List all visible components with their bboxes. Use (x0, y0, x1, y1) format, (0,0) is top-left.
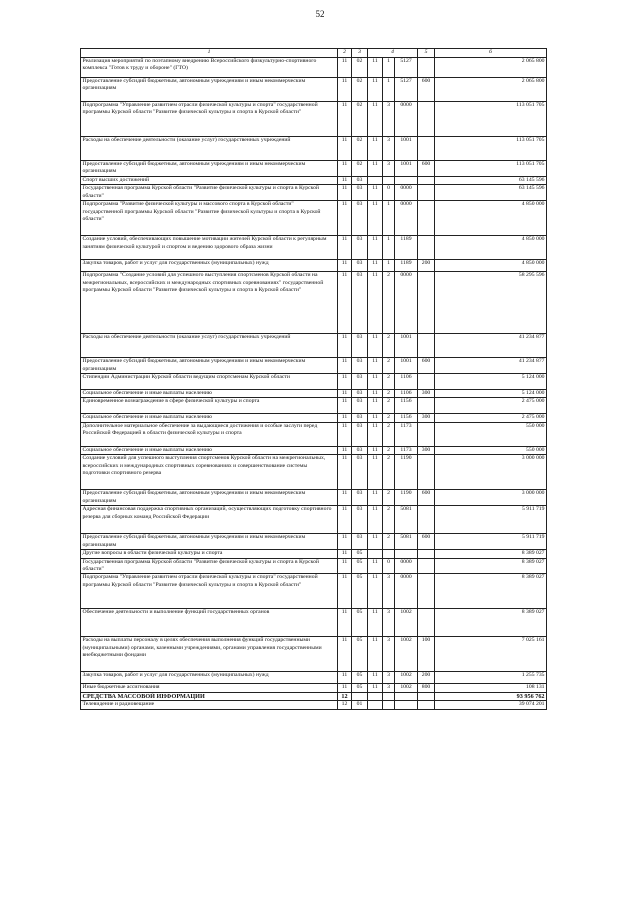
row-amount: 41 234 877 (435, 358, 547, 374)
row-subsection: 03 (352, 176, 368, 184)
row-section: 11 (338, 374, 352, 390)
row-subsection: 01 (352, 701, 368, 709)
row-expense-type (418, 422, 435, 446)
row-amount: 113 051 705 (435, 137, 547, 161)
row-expense-type (418, 558, 435, 574)
row-section: 12 (338, 701, 352, 709)
row-section: 11 (338, 58, 352, 78)
row-subprogram: 3 (383, 102, 395, 137)
row-program: 11 (368, 422, 383, 446)
row-expense-type (418, 398, 435, 414)
row-expense-type (418, 236, 435, 260)
row-expense-type: 600 (418, 490, 435, 506)
row-subprogram: 3 (383, 161, 395, 177)
row-amount: 7 025 161 (435, 637, 547, 672)
row-subprogram: 2 (383, 422, 395, 446)
row-description: Адресная финансовая поддержка спортивных организаций, осуществляющих подготовку спортивного резерва для сборных команд Российской Федерации (81, 506, 338, 534)
row-expense-type: 200 (418, 260, 435, 272)
table-row (81, 137, 547, 161)
row-subprogram: 1 (383, 78, 395, 102)
row-subsection: 03 (352, 446, 368, 454)
table-row (81, 534, 547, 550)
row-program: 11 (368, 78, 383, 102)
row-program: 11 (368, 201, 383, 236)
row-subprogram: 1 (383, 58, 395, 78)
row-description: Стипендии Администрации Курской области ведущим спортсменам Курской области (81, 374, 338, 390)
row-description: Расходы на обеспечение деятельности (оказание услуг) государственных учреждений (81, 334, 338, 358)
row-description: Социальное обеспечение и иные выплаты населению (81, 390, 338, 398)
row-subsection: 03 (352, 398, 368, 414)
row-program (368, 550, 383, 558)
row-item-code: 1001 (395, 358, 418, 374)
row-description: Социальное обеспечение и иные выплаты населению (81, 414, 338, 422)
row-description: Расходы на обеспечение деятельности (оказание услуг) государственных учреждений (81, 137, 338, 161)
row-subprogram: 1 (383, 236, 395, 260)
table-row (81, 260, 547, 272)
row-description: Реализация мероприятий по поэтапному внедрению Всероссийского физкультурно-спортивного комплекса "Готов к труду и обороне" (ГТО) (81, 58, 338, 78)
row-subprogram: 2 (383, 390, 395, 398)
table-row (81, 161, 547, 177)
row-subsection: 02 (352, 78, 368, 102)
row-subsection: 03 (352, 260, 368, 272)
row-section: 11 (338, 102, 352, 137)
table-row (81, 414, 547, 422)
row-program: 11 (368, 637, 383, 672)
table-row (81, 390, 547, 398)
row-subprogram: 3 (383, 574, 395, 609)
row-amount: 63 145 596 (435, 176, 547, 184)
row-subsection: 03 (352, 534, 368, 550)
page-number: 52 (315, 9, 325, 19)
row-description: Телевидение и радиовещание (81, 701, 338, 709)
row-subprogram: 3 (383, 672, 395, 684)
row-subsection: 05 (352, 637, 368, 672)
row-expense-type (418, 185, 435, 201)
row-expense-type (418, 506, 435, 534)
row-program: 11 (368, 455, 383, 490)
row-subprogram: 2 (383, 490, 395, 506)
row-amount: 63 145 596 (435, 185, 547, 201)
row-item-code: 1189 (395, 236, 418, 260)
row-section: 11 (338, 550, 352, 558)
table-row (81, 185, 547, 201)
row-amount: 3 000 000 (435, 490, 547, 506)
row-section: 12 (338, 692, 352, 700)
row-expense-type (418, 201, 435, 236)
row-program: 11 (368, 390, 383, 398)
row-expense-type: 200 (418, 672, 435, 684)
row-item-code (395, 692, 418, 700)
row-subprogram: 2 (383, 374, 395, 390)
row-amount: 113 051 705 (435, 161, 547, 177)
row-expense-type (418, 701, 435, 709)
row-subsection: 02 (352, 137, 368, 161)
row-section: 11 (338, 684, 352, 692)
table-row (81, 272, 547, 334)
row-program: 11 (368, 609, 383, 637)
row-description: Расходы на выплаты персоналу в целях обеспечения выполнения функций государственными (муниципальными) органами, казенными учреждениями, органами управления государственными внебюджетными фондами (81, 637, 338, 672)
row-description: Предоставление субсидий бюджетным, автономным учреждениям и иным некоммерческим организациям (81, 78, 338, 102)
row-subsection: 03 (352, 272, 368, 334)
table-row (81, 334, 547, 358)
row-subsection: 03 (352, 201, 368, 236)
row-description: Закупка товаров, работ и услуг для государственных (муниципальных) нужд (81, 260, 338, 272)
row-item-code: 0000 (395, 185, 418, 201)
row-amount: 2 475 000 (435, 414, 547, 422)
row-amount: 4 850 000 (435, 236, 547, 260)
row-item-code: 1002 (395, 684, 418, 692)
row-section: 11 (338, 637, 352, 672)
row-description: Единовременное вознаграждение в сфере физической культуры и спорта (81, 398, 338, 414)
row-amount: 8 389 027 (435, 609, 547, 637)
row-subprogram: 2 (383, 534, 395, 550)
row-amount: 3 000 000 (435, 455, 547, 490)
row-section: 11 (338, 609, 352, 637)
row-description: Предоставление субсидий бюджетным, автономным учреждениям и иным некоммерческим организациям (81, 161, 338, 177)
row-section: 11 (338, 272, 352, 334)
row-section: 11 (338, 422, 352, 446)
row-amount: 113 051 705 (435, 102, 547, 137)
row-subprogram: 0 (383, 185, 395, 201)
row-section: 11 (338, 358, 352, 374)
row-description: Создание условий, обеспечивающих повышение мотивации жителей Курской области к регулярным занятиям физической культурой и спортом и ведению здорового образа жизни (81, 236, 338, 260)
row-subsection: 05 (352, 550, 368, 558)
row-amount: 550 000 (435, 446, 547, 454)
row-subprogram: 2 (383, 358, 395, 374)
table-row (81, 455, 547, 490)
row-item-code: 1190 (395, 455, 418, 490)
row-description: Социальное обеспечение и иные выплаты населению (81, 446, 338, 454)
row-program (368, 692, 383, 700)
row-expense-type (418, 102, 435, 137)
row-amount: 1 255 735 (435, 672, 547, 684)
col-header: 5 (418, 49, 435, 58)
row-program: 11 (368, 260, 383, 272)
row-subsection: 03 (352, 185, 368, 201)
row-subprogram: 2 (383, 446, 395, 454)
row-section: 11 (338, 390, 352, 398)
row-section: 11 (338, 414, 352, 422)
row-program: 11 (368, 358, 383, 374)
row-item-code: 1001 (395, 161, 418, 177)
row-program: 11 (368, 161, 383, 177)
table-row (81, 506, 547, 534)
row-expense-type (418, 692, 435, 700)
row-subsection: 03 (352, 455, 368, 490)
row-item-code: 1173 (395, 422, 418, 446)
row-description: Государственная программа Курской области "Развитие физической культуры и спорта в Курской области" (81, 558, 338, 574)
row-description: Подпрограмма "Управление развитием отрасли физической культуры и спорта" государственной программы Курской области "Развитие физической культуры и спорта в Курской области" (81, 102, 338, 137)
row-amount: 93 956 762 (435, 692, 547, 700)
row-subprogram: 2 (383, 398, 395, 414)
row-expense-type: 600 (418, 534, 435, 550)
row-item-code: 5127 (395, 58, 418, 78)
row-section: 11 (338, 201, 352, 236)
row-subsection: 02 (352, 161, 368, 177)
table-row (81, 701, 547, 709)
row-amount: 58 295 596 (435, 272, 547, 334)
row-subsection: 02 (352, 102, 368, 137)
table-row (81, 78, 547, 102)
col-header: 4 (368, 49, 418, 58)
row-expense-type (418, 574, 435, 609)
row-amount: 8 389 027 (435, 558, 547, 574)
row-subprogram: 3 (383, 637, 395, 672)
row-subprogram: 3 (383, 137, 395, 161)
row-amount: 5 911 719 (435, 534, 547, 550)
table-row (81, 374, 547, 390)
row-item-code: 1002 (395, 609, 418, 637)
row-item-code: 1190 (395, 490, 418, 506)
row-expense-type (418, 374, 435, 390)
row-expense-type (418, 272, 435, 334)
row-section: 11 (338, 574, 352, 609)
table-row (81, 422, 547, 446)
row-subsection: 03 (352, 506, 368, 534)
row-subsection: 03 (352, 414, 368, 422)
table-row (81, 558, 547, 574)
row-item-code: 0000 (395, 102, 418, 137)
row-program: 11 (368, 446, 383, 454)
row-program: 11 (368, 236, 383, 260)
row-expense-type: 600 (418, 161, 435, 177)
row-expense-type: 100 (418, 637, 435, 672)
row-subprogram: 3 (383, 609, 395, 637)
row-item-code: 5081 (395, 534, 418, 550)
header-row (81, 49, 547, 58)
row-item-code: 1156 (395, 414, 418, 422)
row-description: Создание условий для успешного выступления спортсменов Курской области на межрегиональных, всероссийских и международных спортивных соревнованиях и совершенствование системы подготовки спортивного резерва (81, 455, 338, 490)
row-description: Обеспечение деятельности и выполнение функций государственных органов (81, 609, 338, 637)
row-subsection: 03 (352, 422, 368, 446)
row-subprogram (383, 176, 395, 184)
row-subsection: 05 (352, 609, 368, 637)
row-amount: 108 131 (435, 684, 547, 692)
row-description: Подпрограмма "Управление развитием отрасли физической культуры и спорта" государственной программы Курской области "Развитие физической культуры и спорта в Курской области" (81, 574, 338, 609)
row-amount: 2 065 800 (435, 58, 547, 78)
row-section: 11 (338, 334, 352, 358)
row-section: 11 (338, 176, 352, 184)
row-section: 11 (338, 455, 352, 490)
row-program (368, 176, 383, 184)
row-program (368, 701, 383, 709)
row-amount: 2 475 000 (435, 398, 547, 414)
row-amount: 8 389 027 (435, 550, 547, 558)
row-subsection: 05 (352, 574, 368, 609)
row-program: 11 (368, 102, 383, 137)
row-amount: 5 124 000 (435, 390, 547, 398)
row-description: Иные бюджетные ассигнования (81, 684, 338, 692)
row-subprogram: 2 (383, 506, 395, 534)
row-amount: 39 074 201 (435, 701, 547, 709)
row-subprogram: 0 (383, 558, 395, 574)
row-amount: 550 000 (435, 422, 547, 446)
row-item-code: 1106 (395, 390, 418, 398)
row-description: Другие вопросы в области физической культуры и спорта (81, 550, 338, 558)
row-expense-type: 600 (418, 78, 435, 102)
row-item-code: 5081 (395, 506, 418, 534)
table-row (81, 358, 547, 374)
row-subprogram: 2 (383, 272, 395, 334)
row-expense-type (418, 58, 435, 78)
row-program: 11 (368, 558, 383, 574)
row-amount: 2 065 800 (435, 78, 547, 102)
col-header: 6 (435, 49, 547, 58)
table-row (81, 550, 547, 558)
row-program: 11 (368, 672, 383, 684)
col-header: 1 (81, 49, 338, 58)
table-row (81, 490, 547, 506)
row-subprogram: 3 (383, 684, 395, 692)
row-section: 11 (338, 161, 352, 177)
row-item-code (395, 550, 418, 558)
row-program: 11 (368, 398, 383, 414)
row-section: 11 (338, 672, 352, 684)
row-program: 11 (368, 334, 383, 358)
row-program: 11 (368, 185, 383, 201)
row-subsection: 02 (352, 58, 368, 78)
row-program: 11 (368, 272, 383, 334)
row-section: 11 (338, 236, 352, 260)
row-program: 11 (368, 506, 383, 534)
table-row (81, 398, 547, 414)
row-subprogram: 1 (383, 201, 395, 236)
row-program: 11 (368, 374, 383, 390)
table-row (81, 102, 547, 137)
row-expense-type (418, 609, 435, 637)
row-amount: 5 911 719 (435, 506, 547, 534)
row-expense-type: 300 (418, 390, 435, 398)
row-subprogram: 1 (383, 260, 395, 272)
row-item-code: 0000 (395, 201, 418, 236)
row-program: 11 (368, 414, 383, 422)
row-subprogram (383, 692, 395, 700)
row-amount: 8 389 027 (435, 574, 547, 609)
table-row (81, 684, 547, 692)
table-row (81, 176, 547, 184)
row-item-code: 1106 (395, 374, 418, 390)
col-header: 2 (338, 49, 352, 58)
row-expense-type (418, 137, 435, 161)
row-description: Спорт высших достижений (81, 176, 338, 184)
row-subsection: 03 (352, 236, 368, 260)
row-subprogram (383, 701, 395, 709)
col-header: 3 (352, 49, 368, 58)
row-expense-type: 300 (418, 414, 435, 422)
row-section: 11 (338, 398, 352, 414)
row-section: 11 (338, 490, 352, 506)
row-subsection (352, 692, 368, 700)
row-item-code (395, 701, 418, 709)
row-section: 11 (338, 534, 352, 550)
row-amount: 41 234 877 (435, 334, 547, 358)
table-row (81, 637, 547, 672)
table-row (81, 609, 547, 637)
row-item-code: 1001 (395, 137, 418, 161)
budget-table (80, 48, 547, 710)
row-section: 11 (338, 78, 352, 102)
row-subprogram: 2 (383, 414, 395, 422)
row-section: 11 (338, 137, 352, 161)
row-description: Предоставление субсидий бюджетным, автономным учреждениям и иным некоммерческим организациям (81, 358, 338, 374)
table-row (81, 692, 547, 700)
row-item-code: 1002 (395, 637, 418, 672)
row-program: 11 (368, 58, 383, 78)
row-item-code (395, 176, 418, 184)
row-amount: 5 124 000 (435, 374, 547, 390)
row-program: 11 (368, 534, 383, 550)
row-description: Государственная программа Курской области "Развитие физической культуры и спорта в Курской области" (81, 185, 338, 201)
row-subprogram: 2 (383, 334, 395, 358)
row-description: Предоставление субсидий бюджетным, автономным учреждениям и иным некоммерческим организациям (81, 490, 338, 506)
table-row (81, 58, 547, 78)
row-amount: 4 850 000 (435, 201, 547, 236)
row-subsection: 03 (352, 490, 368, 506)
row-item-code: 0000 (395, 558, 418, 574)
row-item-code: 1001 (395, 334, 418, 358)
row-subprogram (383, 550, 395, 558)
row-program: 11 (368, 684, 383, 692)
row-subsection: 05 (352, 558, 368, 574)
row-subsection: 03 (352, 358, 368, 374)
row-description: Подпрограмма "Развитие физической культуры и массового спорта в Курской области" государственной программы Курской области "Развитие физической культуры и спорта в Курской области" (81, 201, 338, 236)
row-section: 11 (338, 506, 352, 534)
table-row (81, 236, 547, 260)
row-expense-type (418, 550, 435, 558)
row-subsection: 03 (352, 334, 368, 358)
row-program: 11 (368, 137, 383, 161)
row-item-code: 1156 (395, 398, 418, 414)
row-description: СРЕДСТВА МАССОВОЙ ИНФОРМАЦИИ (81, 692, 338, 700)
row-item-code: 1002 (395, 672, 418, 684)
row-expense-type (418, 334, 435, 358)
row-item-code: 5127 (395, 78, 418, 102)
row-description: Предоставление субсидий бюджетным, автономным учреждениям и иным некоммерческим организациям (81, 534, 338, 550)
table-row (81, 574, 547, 609)
row-expense-type: 300 (418, 446, 435, 454)
row-subsection: 03 (352, 390, 368, 398)
row-item-code: 1189 (395, 260, 418, 272)
row-subprogram: 2 (383, 455, 395, 490)
row-expense-type: 800 (418, 684, 435, 692)
row-program: 11 (368, 574, 383, 609)
table-row (81, 672, 547, 684)
row-subsection: 05 (352, 684, 368, 692)
row-item-code: 0000 (395, 272, 418, 334)
row-subsection: 03 (352, 374, 368, 390)
row-item-code: 0000 (395, 574, 418, 609)
row-section: 11 (338, 446, 352, 454)
row-subsection: 05 (352, 672, 368, 684)
row-amount: 4 850 000 (435, 260, 547, 272)
row-expense-type: 600 (418, 358, 435, 374)
row-program: 11 (368, 490, 383, 506)
row-expense-type (418, 455, 435, 490)
row-expense-type (418, 176, 435, 184)
row-item-code: 1173 (395, 446, 418, 454)
table-row (81, 446, 547, 454)
row-section: 11 (338, 185, 352, 201)
table-row (81, 201, 547, 236)
row-description: Закупка товаров, работ и услуг для государственных (муниципальных) нужд (81, 672, 338, 684)
row-description: Дополнительное материальное обеспечение за выдающиеся достижения и особые заслуги перед Российской Федерацией в области физической культуры и спорта (81, 422, 338, 446)
row-section: 11 (338, 558, 352, 574)
row-description: Подпрограмма "Создание условий для успешного выступления спортсменов Курской области на межрегиональных, всероссийских и международных спортивных соревнованиях" государственной программы Курской области "Развитие физической культуры и спорта в Курской области" (81, 272, 338, 334)
row-section: 11 (338, 260, 352, 272)
